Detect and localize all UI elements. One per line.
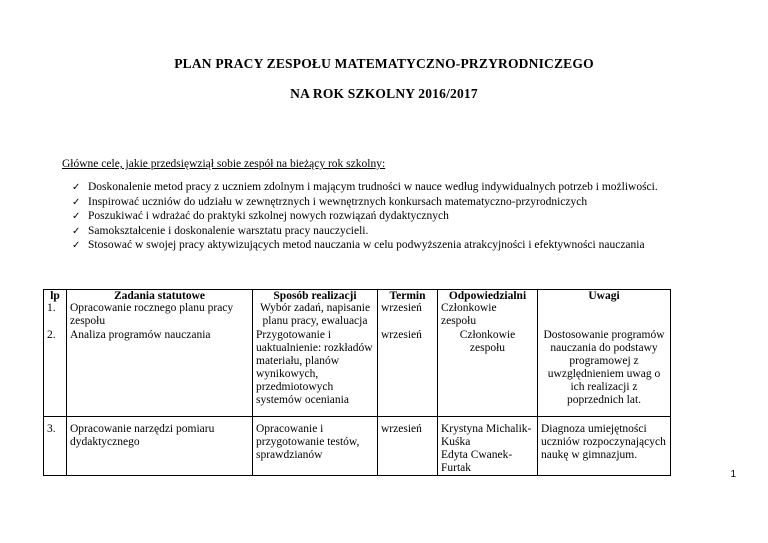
checkmark-icon: ✓ (72, 225, 81, 237)
page-title-line1: PLAN PRACY ZESPOŁU MATEMATYCZNO-PRZYRODNICZEGO (174, 56, 594, 71)
table-row (44, 416, 671, 475)
table-row (44, 302, 671, 329)
checkmark-icon: ✓ (72, 182, 81, 193)
table-row (44, 329, 671, 416)
cell-zadania: Opracowanie rocznego planu pracy zespołu (67, 302, 253, 329)
cell-uwagi (538, 302, 671, 329)
col-header-uwagi: Uwagi (538, 290, 671, 303)
cell-uwagi: Dostosowanie programów nauczania do podstawy programowej z uwzględnieniem uwag o ich realizacji z poprzednich lat. (538, 329, 671, 416)
goals-list (72, 180, 658, 253)
cell-lp: 3. (44, 416, 67, 475)
cell-zadania: Opracowanie narzędzi pomiaru dydaktycznego (67, 416, 253, 475)
list-item: ✓ Inspirować uczniów do udziału w zewnętrznych i wewnętrznych konkursach matematyczno-przyrodniczych (72, 195, 658, 210)
list-item: ✓ Samokształcenie i doskonalenie warsztatu pracy nauczycieli. (72, 224, 658, 239)
cell-lp: 1. (44, 302, 67, 329)
col-header-zadania: Zadania statutowe (67, 290, 253, 303)
cell-termin: wrzesień (378, 329, 438, 416)
cell-odpowiedzialni: Krystyna Michalik-Kuśka Edyta Cwanek-Furtak (438, 416, 538, 475)
cell-odpowiedzialni: Członkowie zespołu (438, 302, 538, 329)
col-header-lp: lp (44, 290, 67, 303)
checkmark-icon: ✓ (72, 211, 81, 222)
cell-termin: wrzesień (378, 302, 438, 329)
cell-uwagi: Diagnoza umiejętności uczniów rozpoczynających naukę w gimnazjum. (538, 416, 671, 475)
cell-sposob: Opracowanie i przygotowanie testów, sprawdzianów (253, 416, 378, 475)
cell-sposob: Wybór zadań, napisanie planu pracy, ewaluacja (253, 302, 378, 329)
col-header-sposob: Sposób realizacji (253, 290, 378, 303)
cell-lp: 2. (44, 329, 67, 416)
page-number: 1 (730, 469, 736, 480)
list-item: ✓ Poszukiwać i wdrażać do praktyki szkolnej nowych rozwiązań dydaktycznych (72, 209, 658, 224)
list-item: ✓ Stosować w swojej pracy aktywizujących metod nauczania w celu podwyższenia atrakcyjności i efektywności nauczania (72, 238, 658, 253)
col-header-termin: Termin (378, 290, 438, 303)
cell-termin: wrzesień (378, 416, 438, 475)
list-item: ✓ Doskonalenie metod pracy z uczniem zdolnym i mającym trudności w nauce według indywidualnych potrzeb i możliwości. (72, 180, 658, 195)
checkmark-icon: ✓ (72, 240, 81, 251)
col-header-odpowiedzialni: Odpowiedzialni (438, 290, 538, 303)
checkmark-icon: ✓ (72, 196, 81, 208)
cell-zadania: Analiza programów nauczania (67, 329, 253, 416)
cell-odpowiedzialni: Członkowie zespołu (438, 329, 538, 416)
cell-sposob: Przygotowanie i uaktualnienie: rozkładów materiału, planów wynikowych, przedmiotowych systemów oceniania (253, 329, 378, 416)
table-header-row (44, 290, 671, 303)
goals-heading: Główne cele, jakie przedsięwziął sobie zespół na bieżący rok szkolny: (62, 158, 386, 170)
page-title-line2: NA ROK SZKOLNY 2016/2017 (290, 86, 478, 101)
plan-table (43, 289, 671, 476)
